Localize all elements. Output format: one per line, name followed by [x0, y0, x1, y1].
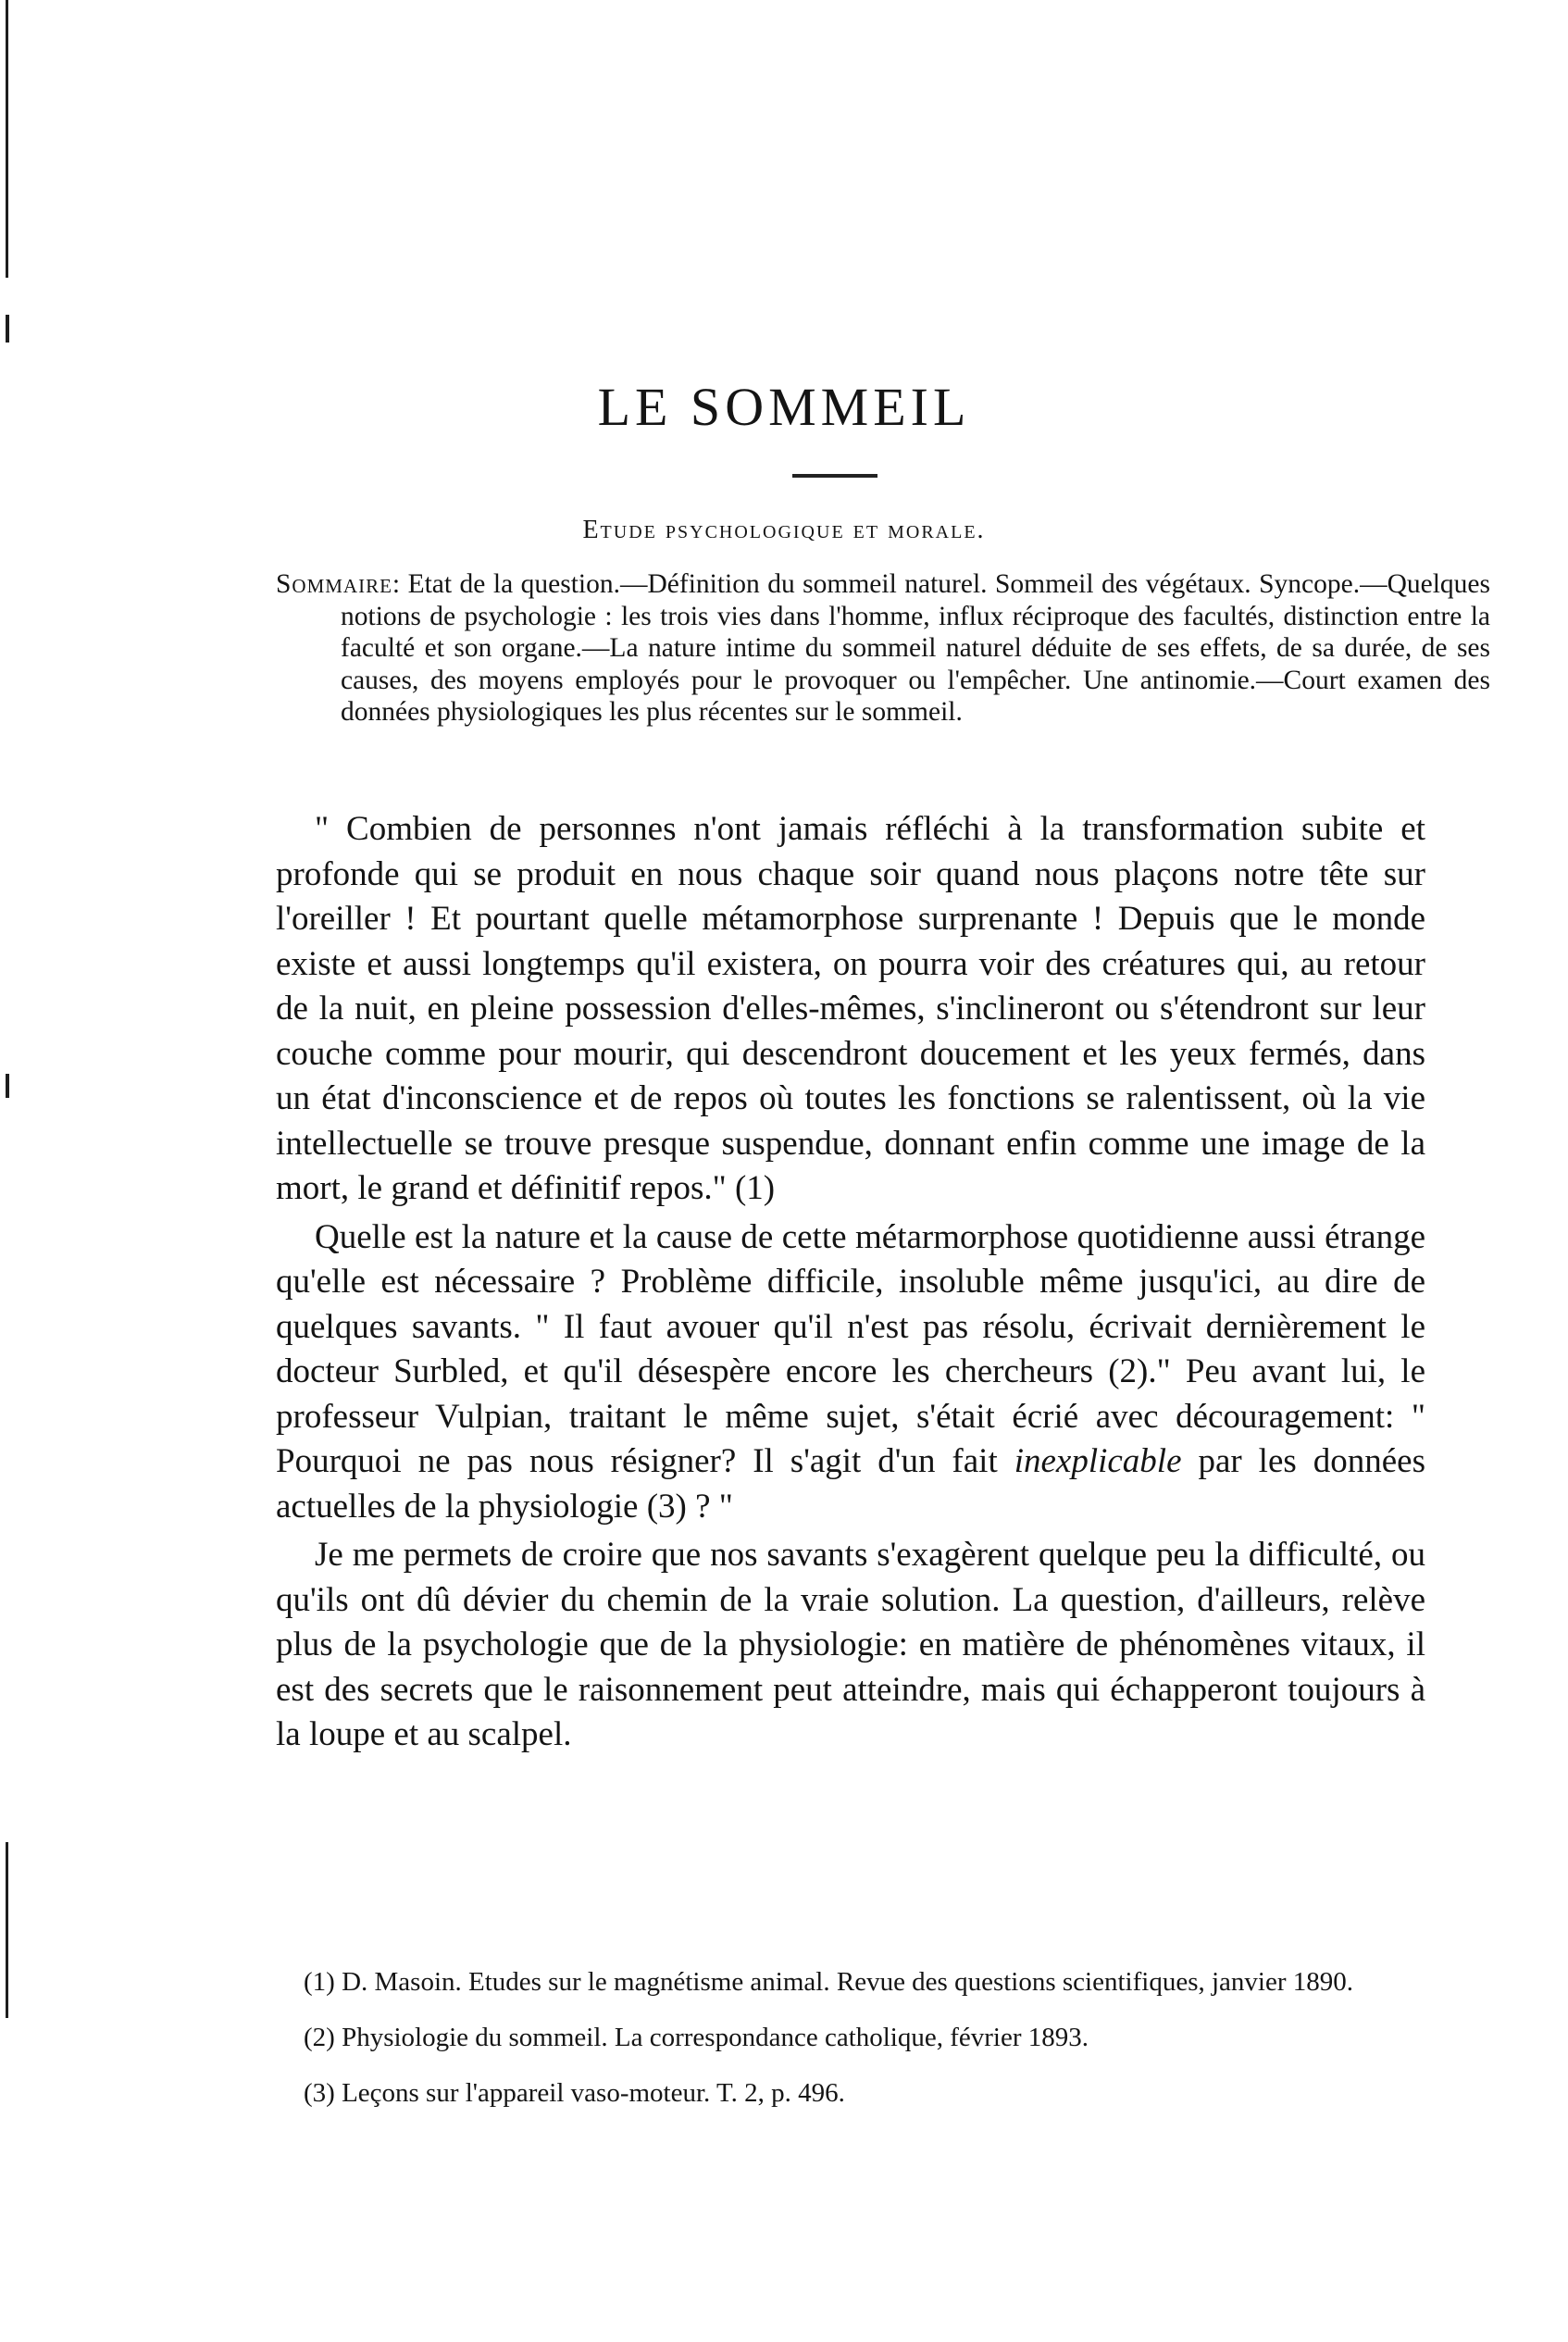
footnote-3: (3) Leçons sur l'appareil vaso-moteur. T. 2, p. 496.: [304, 2078, 845, 2108]
page-title: LE SOMMEIL: [597, 377, 971, 437]
paragraph-3: Je me permets de croire que nos savants s'exagèrent quelque peu la difficulté, ou qu'ils ont dû dévier du chemin de la vraie solution. La question, d'ailleurs, relève plus de la psychologie que de la physiologie: en matière de phénomènes vitaux, il est des secrets que le raisonnement peut atteindre, mais qui échapperont toujours à la loupe et au scalpel.: [276, 1536, 1425, 1753]
summary-label: Sommaire: [276, 569, 392, 599]
summary-block: [276, 568, 1490, 729]
paragraph-2-text-b: par les données actuelles de la physiologie (3) ? ": [276, 1442, 1425, 1526]
footnote-1: (1) D. Masoin. Etudes sur le magnétisme animal. Revue des questions scientifiques, janvier 1890.: [304, 1967, 1353, 1997]
scan-edge-mark: [6, 1074, 9, 1098]
paragraph-2-emphasis: inexplicable: [1014, 1442, 1182, 1480]
page-subtitle: Etude psychologique et morale.: [582, 516, 986, 544]
summary-text: : Etat de la question.—Définition du sommeil naturel. Sommeil des végétaux. Syncope.—Quelques notions de psychologie : les trois vies dans l'homme, influx réciproque des facultés, distinction entre la faculté et son organe.—La nature intime du sommeil naturel déduite de ses effets, de sa durée, de ses causes, des moyens employés pour le provoquer ou l'empêcher. Une antinomie.—Court examen des données physiologiques les plus récentes sur le sommeil.: [341, 569, 1490, 727]
scan-edge-mark: [6, 315, 9, 343]
footnotes: [276, 1967, 1425, 2134]
paragraph-1: " Combien de personnes n'ont jamais réfléchi à la transformation subite et profonde qui se produit en nous chaque soir quand nous plaçons notre tête sur l'oreiller ! Et pourtant quelle métamorphose surprenante ! Depuis que le monde existe et aussi longtemps qu'il existera, on pourra voir des créatures qui, au retour de la nuit, en pleine possession d'elles-mêmes, s'inclineront ou s'étendront sur leur couche comme pour mourir, qui descendront doucement et les yeux fermés, dans un état d'inconscience et de repos où toutes les fonctions se ralentissent, où la vie intellectuelle se trouve presque suspendue, donnant enfin comme une image de la mort, le grand et définitif repos." (1): [276, 810, 1425, 1207]
paragraph-2-text-a: Quelle est la nature et la cause de cette métarmorphose quotidienne aussi étrange qu'elle est nécessaire ? Problème difficile, insoluble même jusqu'ici, au dire de quelques savants. " Il faut avouer qu'il n'est pas résolu, écrivait dernièrement le docteur Surbled, et qu'il désespère encore les chercheurs (2)." Peu avant lui, le professeur Vulpian, traitant le même sujet, s'était écrié avec découragement: " Pourquoi ne pas nous résigner? Il s'agit d'un fait: [276, 1217, 1425, 1480]
scan-edge-mark: [6, 0, 8, 278]
title-divider: [792, 474, 877, 478]
footnote-2: (2) Physiologie du sommeil. La correspondance catholique, février 1893.: [304, 2023, 1089, 2052]
scan-edge-mark: [6, 1842, 8, 2018]
paragraph-2: [276, 1215, 1425, 1530]
body-text: [276, 807, 1425, 1762]
